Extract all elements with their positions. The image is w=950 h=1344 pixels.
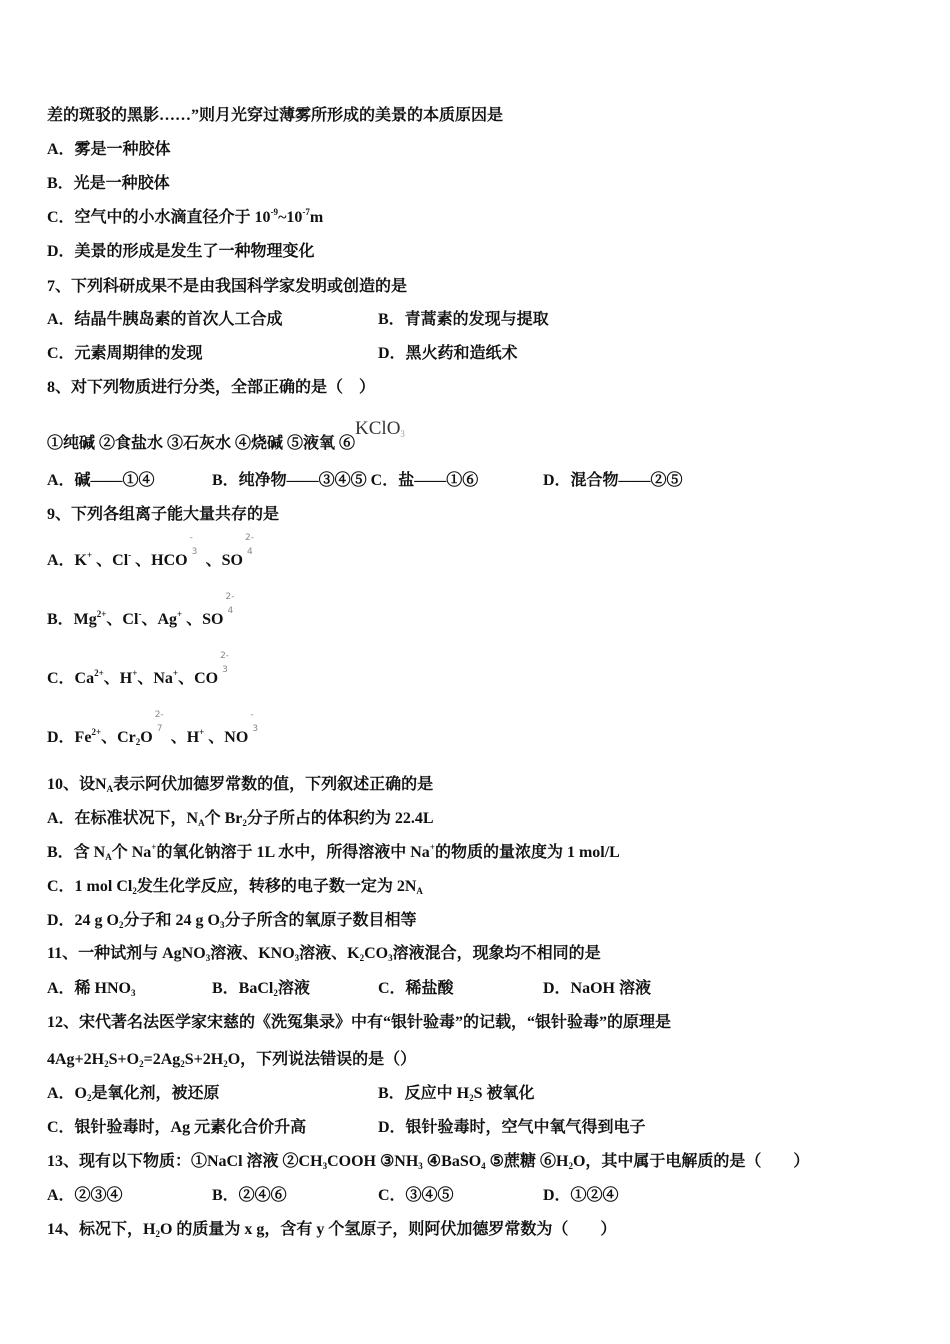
- text-run: S+2H: [184, 1051, 224, 1068]
- text-run: ④BaSO: [422, 1153, 482, 1170]
- document-line: [0, 533, 950, 571]
- ion-charge: 2-: [154, 710, 164, 720]
- superscript: 2+: [96, 609, 107, 619]
- answer-option: [543, 467, 683, 490]
- text-run: COOH ③NH: [327, 1153, 419, 1170]
- text-run: A．结晶牛胰岛素的首次人工合成: [47, 311, 283, 328]
- answer-option: [47, 1080, 220, 1103]
- subscript: 2: [104, 1059, 109, 1069]
- text-run: =2Ag: [143, 1051, 181, 1068]
- superscript: -9: [270, 207, 279, 217]
- answer-option: [543, 975, 651, 998]
- ion-subscript: 7: [156, 724, 163, 734]
- text-run: B．光是一种胶体: [47, 175, 170, 192]
- superscript: +: [132, 668, 138, 678]
- ion-charge: 2-: [220, 651, 230, 661]
- text-run: B．BaCl: [212, 980, 274, 997]
- text-run: 8、对下列物质进行分类，全部正确的是（ ）: [47, 379, 376, 396]
- text-run: D．Fe: [47, 729, 92, 746]
- text-run: A．稀 HNO: [47, 980, 132, 997]
- text-run: 分子所占的体积约为 22.4L: [246, 810, 434, 827]
- document-line: [0, 273, 950, 297]
- subscript: 2: [359, 953, 365, 963]
- subscript: 2: [273, 988, 278, 998]
- text-line: [47, 839, 620, 862]
- superscript: -7: [302, 207, 310, 217]
- answer-option: [212, 975, 310, 998]
- answer-option: [47, 1182, 123, 1205]
- text-run: D．24 g O: [47, 912, 120, 929]
- text-run: D．美景的形成是发生了一种物理变化: [47, 243, 315, 260]
- document-line: [0, 805, 950, 829]
- text-run: 、CO: [178, 670, 219, 687]
- document-line: [0, 1080, 950, 1104]
- text-run: 分子所含的氧原子数目相等: [224, 912, 417, 929]
- subscript: A: [416, 886, 423, 896]
- superscript: -: [138, 609, 142, 619]
- text-run: C．元素周期律的发现: [47, 345, 203, 362]
- document-line: [0, 170, 950, 194]
- subscript: 2: [223, 1059, 228, 1069]
- subscript: 3: [388, 953, 393, 963]
- text-run: 10、设N: [47, 776, 107, 793]
- document-line: [0, 1216, 950, 1240]
- text-line: [47, 1009, 671, 1032]
- superscript: +: [151, 842, 157, 852]
- text-run: B．②④⑥: [212, 1187, 287, 1204]
- document-line: [0, 1114, 950, 1138]
- document-line: [0, 374, 950, 398]
- answer-option: [47, 306, 283, 329]
- subscript: 3: [205, 953, 211, 963]
- answer-option: [378, 306, 549, 329]
- text-run: C．稀盐酸: [378, 980, 454, 997]
- ion-charge-notation: [218, 651, 232, 685]
- answer-option: [378, 1080, 535, 1103]
- subscript: A: [106, 784, 114, 794]
- text-run: B．反应中 H: [378, 1085, 470, 1102]
- ion-charge-notation: [243, 533, 257, 567]
- text-line: [47, 102, 503, 125]
- subscript: 3: [400, 429, 405, 439]
- text-run: ~10: [278, 209, 303, 226]
- answer-option: [378, 1114, 646, 1137]
- text-run: 、SO: [182, 611, 224, 628]
- subscript: 2: [242, 818, 247, 828]
- text-run: 发生化学反应，转移的电子数一定为 2N: [136, 878, 417, 895]
- text-run: O 的质量为 x g，含有 y 个氢原子，则阿伏加德罗常数为（ ）: [159, 1221, 617, 1238]
- superscript: +: [87, 550, 93, 560]
- text-run: 、HCO: [131, 552, 188, 569]
- subscript: A: [198, 818, 205, 828]
- document-line: [0, 204, 950, 228]
- text-run: 、H: [166, 729, 200, 746]
- text-line: [47, 418, 405, 453]
- text-run: 7、下列科研成果不是由我国科学家发明或创造的是: [47, 278, 408, 295]
- text-line: [47, 501, 279, 524]
- text-line: [47, 592, 238, 629]
- text-run: 、Cl: [106, 611, 139, 628]
- superscript: 2+: [94, 668, 104, 678]
- answer-option: [47, 1114, 306, 1137]
- ion-subscript: 3: [222, 665, 228, 675]
- text-line: [47, 710, 262, 747]
- text-line: [47, 805, 434, 828]
- text-line: [47, 873, 423, 896]
- text-line: [47, 907, 416, 930]
- text-run: A．雾是一种胶体: [47, 141, 171, 158]
- text-run: 的氧化钠溶于 1L 水中，所得溶液中 Na: [156, 844, 430, 861]
- text-run: C．银针验毒时，Ag 元素化合价升高: [47, 1119, 307, 1136]
- answer-option: [378, 975, 454, 998]
- text-run: B．Mg: [47, 611, 97, 628]
- superscript: +: [429, 842, 435, 852]
- answer-option: [378, 1182, 454, 1205]
- subscript: 3: [322, 1161, 328, 1171]
- question-text: [0, 102, 950, 126]
- text-line: [47, 238, 315, 261]
- answer-option: [47, 340, 203, 363]
- text-run: D．黑火药和造纸术: [378, 345, 518, 362]
- ion-subscript: 4: [246, 547, 253, 557]
- subscript: A: [105, 852, 112, 862]
- document-line: [0, 839, 950, 863]
- text-run: O: [140, 729, 153, 746]
- text-run: 、NO: [204, 729, 249, 746]
- text-run: D．①②④: [543, 1187, 619, 1204]
- text-run: 12、宋代著名法医学家宋慈的《洗冤集录》中有“银针验毒”的记载，“银针验毒”的原理是: [47, 1014, 672, 1031]
- text-run: 分子和 24 g O: [123, 912, 220, 929]
- document-line: [0, 467, 950, 491]
- formula-text: KClO: [355, 418, 401, 439]
- document-line: [0, 1009, 950, 1033]
- text-line: [47, 1046, 416, 1069]
- text-run: m: [309, 209, 324, 226]
- text-run: 、Ag: [141, 611, 177, 628]
- subscript: 3: [219, 920, 225, 930]
- answer-option: [47, 975, 136, 998]
- text-run: 、SO: [201, 552, 243, 569]
- subscript: 2: [87, 1093, 92, 1103]
- ion-charge: -: [189, 533, 193, 543]
- document-line: [0, 907, 950, 931]
- text-line: [47, 374, 375, 397]
- subscript: 3: [131, 988, 136, 998]
- document-line: [0, 1046, 950, 1070]
- text-run: 溶液混合，现象均不相同的是: [392, 945, 601, 962]
- document-line: [0, 306, 950, 330]
- text-run: B．含 N: [47, 844, 106, 861]
- text-run: CO: [364, 945, 389, 962]
- subscript: 3: [418, 1161, 423, 1171]
- text-run: B．青蒿素的发现与提取: [378, 311, 549, 328]
- document-line: [0, 975, 950, 999]
- document-line: [0, 501, 950, 525]
- ion-charge-notation: [188, 533, 202, 567]
- subscript: 2: [568, 1161, 573, 1171]
- subscript: 2: [155, 1229, 160, 1239]
- document-line: [0, 771, 950, 795]
- text-run: 个 Na: [111, 844, 152, 861]
- text-run: 13、现有以下物质：①NaCl 溶液 ②CH: [47, 1153, 323, 1170]
- text-run: B．纯净物——③④⑤ C．盐——①⑥: [212, 472, 479, 489]
- text-run: 溶液: [277, 980, 310, 997]
- text-run: D．混合物——②⑤: [543, 472, 683, 489]
- text-run: C．1 mol Cl: [47, 878, 133, 895]
- superscript: -: [128, 550, 132, 560]
- document-line: [0, 1148, 950, 1172]
- text-line: [47, 1148, 809, 1171]
- subscript: 2: [119, 920, 124, 930]
- document-line: [0, 940, 950, 964]
- ion-charge-notation: [153, 710, 167, 744]
- answer-option: [378, 340, 518, 363]
- text-run: ⑤蔗糖 ⑥H: [485, 1153, 569, 1170]
- text-run: 溶液、KNO: [210, 945, 295, 962]
- text-line: [47, 940, 601, 963]
- text-line: [47, 533, 257, 570]
- text-run: 9、下列各组离子能大量共存的是: [47, 506, 280, 523]
- text-run: O，其中属于电解质的是（ ）: [572, 1153, 810, 1170]
- text-run: 溶液、K: [299, 945, 360, 962]
- text-run: A．②③④: [47, 1187, 123, 1204]
- document-line: [0, 873, 950, 897]
- subscript: 4: [481, 1161, 486, 1171]
- text-run: 、Cl: [92, 552, 129, 569]
- text-run: S 被氧化: [473, 1085, 535, 1102]
- document-line: [0, 1182, 950, 1206]
- text-run: 的物质的量浓度为 1 mol/L: [434, 844, 620, 861]
- document-line: [0, 340, 950, 364]
- document-line: [0, 238, 950, 262]
- text-run: 、H: [103, 670, 133, 687]
- formula-image-kclo3: [355, 418, 405, 439]
- text-run: 、Cr: [101, 729, 136, 746]
- superscript: +: [177, 609, 183, 619]
- text-run: D．银针验毒时，空气中氧气得到电子: [378, 1119, 646, 1136]
- text-run: 14、标况下，H: [47, 1221, 156, 1238]
- text-run: A．碱——①④: [47, 472, 155, 489]
- text-run: 11、一种试剂与 AgNO: [47, 945, 206, 962]
- text-run: ①纯碱 ②食盐水 ③石灰水 ④烧碱 ⑤液氧 ⑥: [47, 435, 356, 452]
- ion-subscript: 3: [191, 547, 198, 557]
- superscript: +: [172, 668, 179, 678]
- ion-charge: 2-: [244, 533, 254, 543]
- text-line: [47, 1216, 616, 1239]
- answer-option: [212, 467, 478, 490]
- ion-charge: -: [250, 710, 254, 720]
- document-line: [0, 418, 950, 452]
- text-run: 、Na: [137, 670, 173, 687]
- ion-subscript: 3: [252, 724, 259, 734]
- text-line: [47, 651, 232, 688]
- text-run: 表示阿伏加德罗常数的值，下列叙述正确的是: [113, 776, 434, 793]
- text-line: [47, 273, 407, 296]
- text-run: C．③④⑤: [378, 1187, 454, 1204]
- text-run: C．空气中的小水滴直径介于 10: [47, 209, 271, 226]
- text-run: C．Ca: [47, 670, 95, 687]
- answer-option: [212, 1182, 287, 1205]
- text-run: 差的斑驳的黑影……”则月光穿过薄雾所形成的美景的本质原因是: [47, 107, 504, 124]
- subscript: 2: [132, 886, 137, 896]
- subscript: 2: [469, 1093, 474, 1103]
- text-line: [47, 771, 433, 794]
- text-run: 4Ag+2H: [47, 1051, 105, 1068]
- document-line: [0, 136, 950, 160]
- superscript: 2+: [91, 727, 102, 737]
- text-run: S+O: [108, 1051, 140, 1068]
- text-run: A．在标准状况下，N: [47, 810, 199, 827]
- subscript: 2: [180, 1059, 185, 1069]
- subscript: 3: [294, 953, 300, 963]
- text-line: [47, 204, 323, 227]
- answer-option: [543, 1182, 619, 1205]
- text-line: [47, 170, 170, 193]
- ion-subscript: 4: [227, 606, 234, 616]
- text-run: 个 Br: [204, 810, 243, 827]
- text-line: [47, 136, 171, 159]
- document-line: [0, 651, 950, 689]
- text-run: 是氧化剂，被还原: [91, 1085, 220, 1102]
- ion-charge-notation: [248, 710, 262, 744]
- document-line: [0, 592, 950, 630]
- answer-option: [47, 467, 155, 490]
- superscript: +: [199, 727, 205, 737]
- text-run: A．K: [47, 552, 88, 569]
- text-run: A．O: [47, 1085, 88, 1102]
- text-run: O，下列说法错误的是（）: [227, 1051, 417, 1068]
- document-line: [0, 710, 950, 748]
- ion-charge: 2-: [225, 592, 235, 602]
- ion-charge-notation: [224, 592, 238, 626]
- subscript: 2: [139, 1059, 144, 1069]
- subscript: 2: [135, 737, 141, 747]
- text-run: D．NaOH 溶液: [543, 980, 652, 997]
